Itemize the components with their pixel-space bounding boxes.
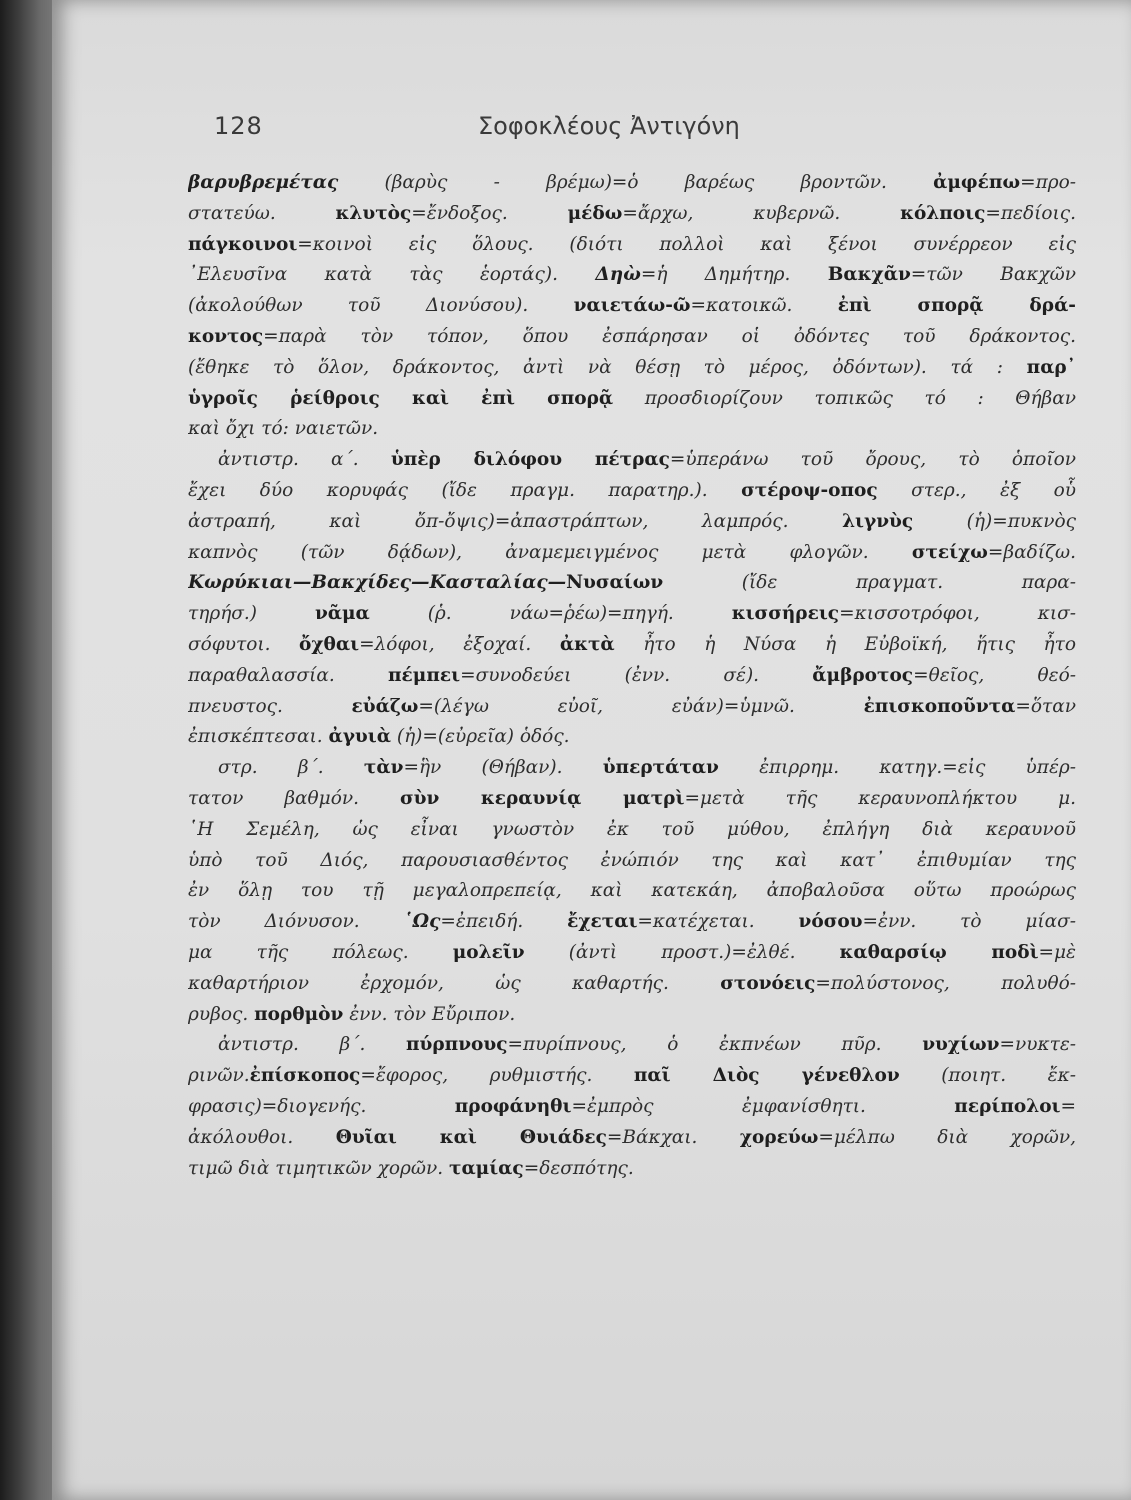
gloss: =κατοικῶ. xyxy=(690,295,838,317)
gloss: καὶ ὄχι τό: ναιετῶν. xyxy=(188,418,379,440)
gloss: =Βάκχαι. xyxy=(606,1126,740,1148)
gloss: =τῶν Βακχῶν xyxy=(910,264,1076,286)
gloss: (ἡ)=πυκνὸς xyxy=(913,510,1076,532)
gloss: =ἐνν. τὸ μίασ- xyxy=(862,911,1076,933)
lemma: πύρπνους xyxy=(405,1034,508,1056)
gloss: στερ., ἐξ οὗ xyxy=(877,479,1076,501)
gloss: =(λέγω εὐοῖ, εὐάν)=ὑμνῶ. xyxy=(418,695,864,717)
gloss: (ῥ. νάω=ῥέω)=πηγή. xyxy=(369,603,732,625)
gloss: ἀντιστρ. α΄. xyxy=(218,449,391,471)
lemma: πάγκοινοι xyxy=(188,233,298,255)
gloss: ᾿Ελευσῖνα κατὰ τὰς ἑορτάς). xyxy=(188,264,596,286)
text-line xyxy=(188,907,1076,938)
gloss: φρασις)=διογενής. xyxy=(188,1095,455,1117)
lemma: στέροψ-οπος xyxy=(741,479,878,501)
gloss: =λόφοι, ἐξοχαί. xyxy=(359,633,560,655)
gloss: =θεῖος, θεό- xyxy=(913,664,1076,686)
lemma: κισσήρεις xyxy=(731,603,840,625)
text-line xyxy=(188,230,1076,261)
gloss: (ἀντὶ προστ.)=ἐλθέ. xyxy=(524,941,840,963)
lemma: νυχίων xyxy=(922,1034,1000,1056)
gloss: καθαρτήριον ἐρχομόν, ὡς καθαρτής. xyxy=(188,972,721,994)
gloss: =κισσοτρόφοι, κισ- xyxy=(839,603,1076,625)
lemma: περίπολοι xyxy=(954,1095,1061,1117)
lemma: ἀγυιὰ xyxy=(328,726,391,748)
lemma: λιγνὺς xyxy=(842,510,914,532)
gloss: πνευστος. xyxy=(188,695,352,717)
text-line xyxy=(188,1092,1076,1123)
lemma: κόλποις xyxy=(900,202,986,224)
gloss: ἦτο ἡ Νύσα ἡ Εὐβοϊκή, ἥτις ἦτο xyxy=(614,633,1076,655)
gloss: (ἔθηκε τὸ ὅλον, δράκοντος, ἀντὶ νὰ θέσῃ τὸ μέρος, ὀδόντων). τά : xyxy=(188,356,1027,378)
gloss: =δεσπότης. xyxy=(523,1157,634,1179)
gloss: ἐπιρρημ. κατηγ.=εἰς ὑπέρ- xyxy=(718,757,1076,779)
text-line xyxy=(188,568,1076,599)
gloss: =κατέχεται. xyxy=(637,911,799,933)
gloss: ἐπισκέπτεσαι. xyxy=(188,726,329,748)
gloss: τατον βαθμόν. xyxy=(188,787,400,809)
gloss: =παρὰ τὸν τόπον, ὅπου ἐσπάρησαν οἱ ὀδόντες τοῦ δράκοντος. xyxy=(263,325,1076,347)
gloss: =ἔφορος, ρυθμιστής. xyxy=(360,1065,634,1087)
text-line xyxy=(188,414,1076,445)
text-line xyxy=(188,753,1076,784)
text-line xyxy=(188,199,1076,230)
gloss: =μέλπω διὰ χορῶν, xyxy=(818,1126,1076,1148)
text-line xyxy=(188,969,1076,1000)
gloss: (ἀκολούθων τοῦ Διονύσου). xyxy=(188,295,574,317)
text-line xyxy=(188,507,1076,538)
lemma: νόσου xyxy=(798,911,863,933)
page-number: 128 xyxy=(214,112,263,140)
lemma: ἀκτὰ xyxy=(559,633,615,655)
lemma: ἐπὶ σπορᾷ δρά- xyxy=(837,295,1076,317)
gloss: ρυβος. xyxy=(188,1003,255,1025)
gloss: =ἐμπρὸς ἐμφανίσθητι. xyxy=(571,1095,955,1117)
text-line xyxy=(188,1030,1076,1061)
lemma: ὑπερτάταν xyxy=(602,757,719,779)
lemma: ὑγροῖς ῥείθροις καὶ ἐπὶ σπορᾷ xyxy=(188,387,614,409)
gloss: =πεδίοις. xyxy=(985,202,1076,224)
lemma: σὺν κεραυνίᾳ ματρὶ xyxy=(399,787,685,809)
gloss: =μὲ xyxy=(1038,941,1076,963)
text-line xyxy=(188,876,1076,907)
text-line xyxy=(188,661,1076,692)
text-line xyxy=(188,630,1076,661)
gloss: =βαδίζω. xyxy=(987,541,1076,563)
lemma: Θυῖαι καὶ Θυιάδες xyxy=(335,1126,607,1148)
gloss: =συνοδεύει (ἐνν. σέ). xyxy=(460,664,813,686)
text-line xyxy=(188,322,1076,353)
lemma: πέμπει xyxy=(388,664,461,686)
gloss: στατεύω. xyxy=(188,202,336,224)
text-line xyxy=(188,692,1076,723)
running-title: Σοφοκλέους Ἀντιγόνη xyxy=(478,112,740,140)
text-line xyxy=(188,538,1076,569)
lemma: Βακχᾶν xyxy=(827,264,911,286)
gloss: =ἔνδοξος. xyxy=(411,202,568,224)
lemma: ὑπὲρ διλόφου πέτρας xyxy=(390,449,670,471)
gloss: μα τῆς πόλεως. xyxy=(188,941,453,963)
text-line xyxy=(188,599,1076,630)
text-line xyxy=(188,291,1076,322)
lemma: Κωρύκιαι—Βακχίδες—Κασταλίας— xyxy=(188,572,567,594)
gloss: (ἡ)=(εὐρεῖα) ὁδός. xyxy=(390,726,570,748)
gloss: = xyxy=(1060,1095,1076,1117)
gloss: προσδιορίζουν τοπικῶς τό : Θήβαν xyxy=(613,387,1076,409)
text-line xyxy=(188,384,1076,415)
gloss: ρινῶν. xyxy=(188,1065,250,1087)
gloss: =πυρίπνους, ὁ ἐκπνέων πῦρ. xyxy=(507,1034,923,1056)
lemma: βαρυβρεμέτας xyxy=(188,172,339,193)
gloss: =ἐπειδή. xyxy=(440,911,568,933)
lemma: εὐάζω xyxy=(351,695,419,717)
gloss: σόφυτοι. xyxy=(188,633,300,655)
lemma: ταμίας xyxy=(449,1157,524,1179)
gloss: ἀντιστρ. β΄. xyxy=(218,1034,406,1056)
gloss: (ποιητ. ἔκ- xyxy=(899,1065,1076,1087)
lemma: χορεύω xyxy=(739,1126,819,1148)
gloss: καπνὸς (τῶν δᾴδων), ἀναμεμειγμένος μετὰ φλογῶν. xyxy=(188,541,912,563)
gloss: =ὅταν xyxy=(1015,695,1076,717)
gloss: ἐνν. τὸν Εὔριπον. xyxy=(343,1003,516,1025)
text-line xyxy=(188,815,1076,846)
lemma: καθαρσίῳ ποδὶ xyxy=(839,941,1039,963)
text-line xyxy=(188,722,1076,753)
gloss: =ἡ Δημήτηρ. xyxy=(640,264,828,286)
lemma: τὰν xyxy=(363,757,404,779)
lemma: νᾶμα xyxy=(314,603,370,625)
lemma: ἄμβροτος xyxy=(812,664,914,686)
gloss: (ἴδε πραγματ. παρα- xyxy=(663,572,1076,594)
lemma: ἐπίσκοπος xyxy=(249,1065,361,1087)
text-line xyxy=(188,846,1076,877)
page-header xyxy=(0,112,1131,152)
lemma: μολεῖν xyxy=(452,941,525,963)
gloss: ῾Η Σεμέλη, ὡς εἶναι γνωστὸν ἐκ τοῦ μύθου, ἐπλήγη διὰ κεραυνοῦ xyxy=(188,818,1076,840)
lemma: στείχω xyxy=(911,541,988,563)
text-line xyxy=(188,260,1076,291)
gloss: ἐν ὅλῃ του τῇ μεγαλοπρεπείᾳ, καὶ κατεκάη, ἀποβαλοῦσα οὕτω προώρως xyxy=(188,880,1076,902)
gloss: τιμῶ διὰ τιμητικῶν χορῶν. xyxy=(188,1157,449,1179)
gloss: ἀστραπή, καὶ ὄπ-ὄψις)=ἀπαστράπτων, λαμπρός. xyxy=(188,510,843,532)
lemma: κοντος xyxy=(188,325,264,347)
text-line xyxy=(188,938,1076,969)
lemma: παῖ Διὸς γένεθλον xyxy=(633,1065,900,1087)
gloss: =ὑπεράνω τοῦ ὄρους, τὸ ὁποῖον xyxy=(669,449,1076,471)
gloss: =ἄρχω, κυβερνῶ. xyxy=(622,202,901,224)
gloss: =προ- xyxy=(1020,172,1076,193)
lemma: προφάνηθι xyxy=(454,1095,572,1117)
commentary-text xyxy=(188,168,1076,1184)
lemma: Νυσαίων xyxy=(566,572,664,594)
lemma: ὄχθαι xyxy=(299,633,360,655)
gloss: =μετὰ τῆς κεραυνοπλήκτου μ. xyxy=(684,787,1076,809)
lemma: στονόεις xyxy=(720,972,816,994)
lemma: πορθμὸν xyxy=(254,1003,344,1025)
gloss: (βαρὺς - βρέμω)=ὁ βαρέως βροντῶν. xyxy=(338,172,934,193)
text-line xyxy=(188,1000,1076,1031)
text-line xyxy=(188,168,1076,199)
text-line xyxy=(188,1123,1076,1154)
gloss: ἔχει δύο κορυφάς (ἴδε πραγμ. παρατηρ.). xyxy=(188,479,742,501)
gloss: =νυκτε- xyxy=(999,1034,1076,1056)
text-line xyxy=(188,1154,1076,1185)
lemma: ῾Ως xyxy=(403,911,441,933)
gloss: τηρήσ.) xyxy=(188,603,315,625)
gloss: =κοινοὶ εἰς ὅλους. (διότι πολλοὶ καὶ ξένοι συνέρρεον εἰς xyxy=(297,233,1076,255)
text-line xyxy=(188,1061,1076,1092)
text-line xyxy=(188,353,1076,384)
gloss: =ἣν (Θήβαν). xyxy=(403,757,603,779)
gloss: ὑπὸ τοῦ Διός, παρουσιασθέντος ἐνώπιόν της καὶ κατ᾿ ἐπιθυμίαν της xyxy=(188,849,1076,871)
lemma: ἀμφέπω xyxy=(933,172,1021,193)
gloss: τὸν Διόνυσον. xyxy=(188,911,404,933)
lemma: ἐπισκοποῦντα xyxy=(863,695,1016,717)
lemma: παρ᾿ xyxy=(1026,356,1076,378)
lemma: κλυτὸς xyxy=(335,202,412,224)
gloss: στρ. β΄. xyxy=(218,757,364,779)
lemma: ναιετάω-ῶ xyxy=(573,295,691,317)
lemma: μέδω xyxy=(567,202,623,224)
gloss: =πολύστονος, πολυθό- xyxy=(815,972,1076,994)
text-line xyxy=(188,784,1076,815)
gloss: ἀκόλουθοι. xyxy=(188,1126,336,1148)
gloss: παραθαλασσία. xyxy=(188,664,389,686)
text-line xyxy=(188,476,1076,507)
lemma: ἔχεται xyxy=(567,911,638,933)
text-line xyxy=(188,445,1076,476)
lemma: Δηὼ xyxy=(595,264,641,286)
